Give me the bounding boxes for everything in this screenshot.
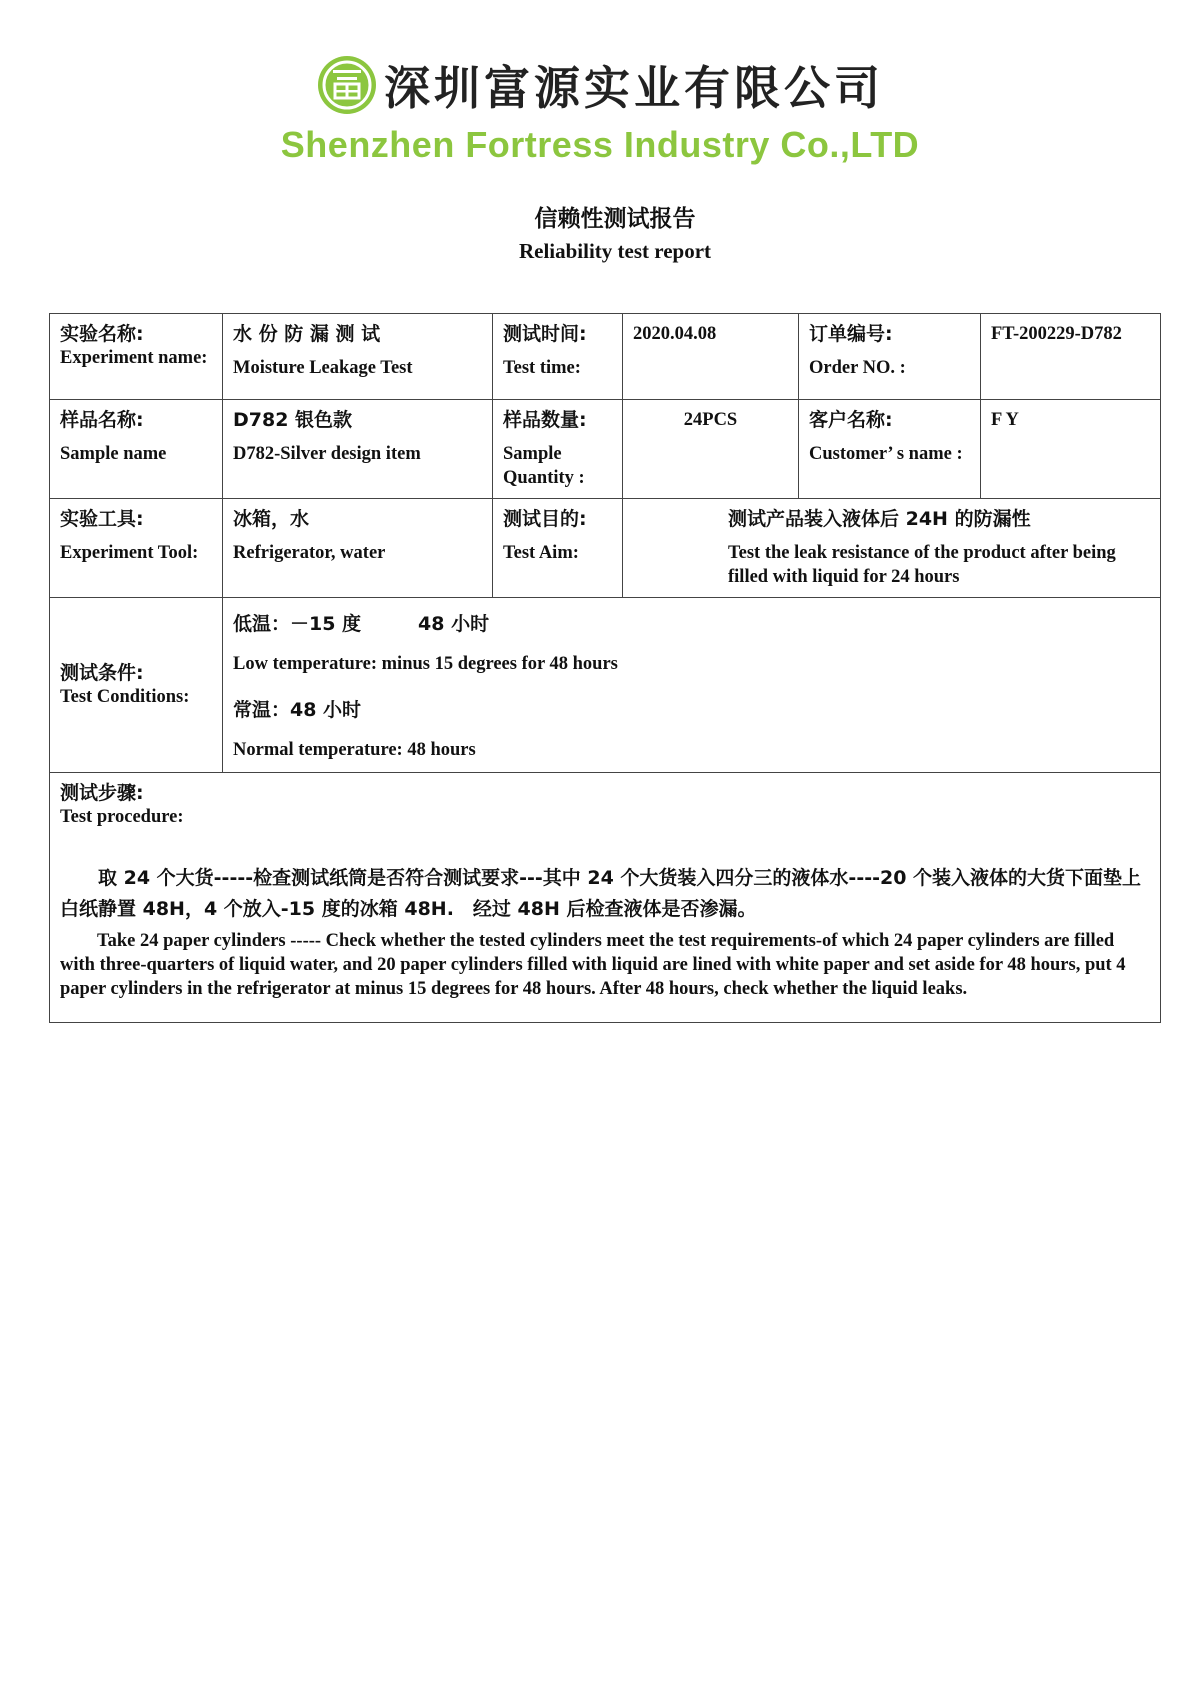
procedure-text-en: Take 24 paper cylinders ----- Check whether the tested cylinders meet the test requirements-of which 24 paper cylinders are filled with three-quarters of liquid water, and 20 paper cylinders filled with liquid are lined with white paper and set aside for 48 hours, put 4 paper cylinders in the refrigerator at minus 15 degrees for 48 hours. After 48 hours, check whether the liquid leaks. bbox=[60, 931, 1126, 999]
table-row bbox=[50, 499, 1161, 598]
customer-label: 客户名称: Customer’ s name : bbox=[799, 400, 981, 499]
sample-qty-value: 24PCS bbox=[623, 400, 799, 499]
aim-label: 测试目的: Test Aim: bbox=[493, 499, 623, 598]
table-row bbox=[50, 314, 1161, 400]
experiment-label: 实验名称: Experiment name: bbox=[50, 314, 223, 400]
report-title bbox=[0, 200, 1200, 264]
normal-temp-cn: 常温：48 小时 bbox=[233, 699, 362, 721]
customer-value: F Y bbox=[981, 400, 1161, 499]
company-header bbox=[0, 52, 1200, 166]
aim-value: 测试产品装入液体后 24H 的防漏性 Test the leak resistance of the product after being filled with liquid for 24 hours bbox=[623, 499, 1161, 598]
test-time-value: 2020.04.08 bbox=[623, 314, 799, 400]
conditions-value bbox=[223, 598, 1161, 773]
table-row bbox=[50, 400, 1161, 499]
report-title-cn: 信赖性测试报告 bbox=[534, 206, 696, 232]
sample-qty-label: 样品数量: Sample Quantity : bbox=[493, 400, 623, 499]
fortress-logo-icon bbox=[316, 54, 378, 116]
order-label: 订单编号: Order NO. : bbox=[799, 314, 981, 400]
normal-temp-en: Normal temperature: 48 hours bbox=[233, 740, 476, 760]
table-row bbox=[50, 773, 1161, 1023]
table-row bbox=[50, 598, 1161, 773]
procedure-cell bbox=[50, 773, 1161, 1023]
company-name-line bbox=[0, 52, 1200, 118]
low-temp-en: Low temperature: minus 15 degrees for 48 hours bbox=[233, 654, 618, 674]
tool-value: 冰箱，水 Refrigerator, water bbox=[223, 499, 493, 598]
sample-name-value: D782 银色款 D782-Silver design item bbox=[223, 400, 493, 499]
conditions-label: 测试条件: Test Conditions: bbox=[50, 598, 223, 773]
report-title-en: Reliability test report bbox=[518, 239, 712, 263]
low-temp-cn: 低温：－15 度 48 小时 bbox=[233, 613, 490, 635]
sample-name-label: 样品名称: Sample name bbox=[50, 400, 223, 499]
order-value: FT-200229-D782 bbox=[981, 314, 1161, 400]
experiment-value: 水 份 防 漏 测 试 Moisture Leakage Test bbox=[223, 314, 493, 400]
procedure-label: 测试步骤: Test procedure: bbox=[60, 782, 184, 827]
company-name-cn: 深圳富源实业有限公司 bbox=[384, 61, 884, 115]
company-name-en: Shenzhen Fortress Industry Co.,LTD bbox=[280, 124, 920, 165]
tool-label: 实验工具: Experiment Tool: bbox=[50, 499, 223, 598]
report-table bbox=[49, 313, 1161, 1023]
test-time-label: 测试时间: Test time: bbox=[493, 314, 623, 400]
procedure-text-cn: 取 24 个大货-----检查测试纸筒是否符合测试要求---其中 24 个大货装入四分三的液体水----20 个装入液体的大货下面垫上白纸静置 48H，4 个放入-15 度的冰箱 48H. 经过 48H 后检查液体是否渗漏。 bbox=[60, 867, 1142, 920]
